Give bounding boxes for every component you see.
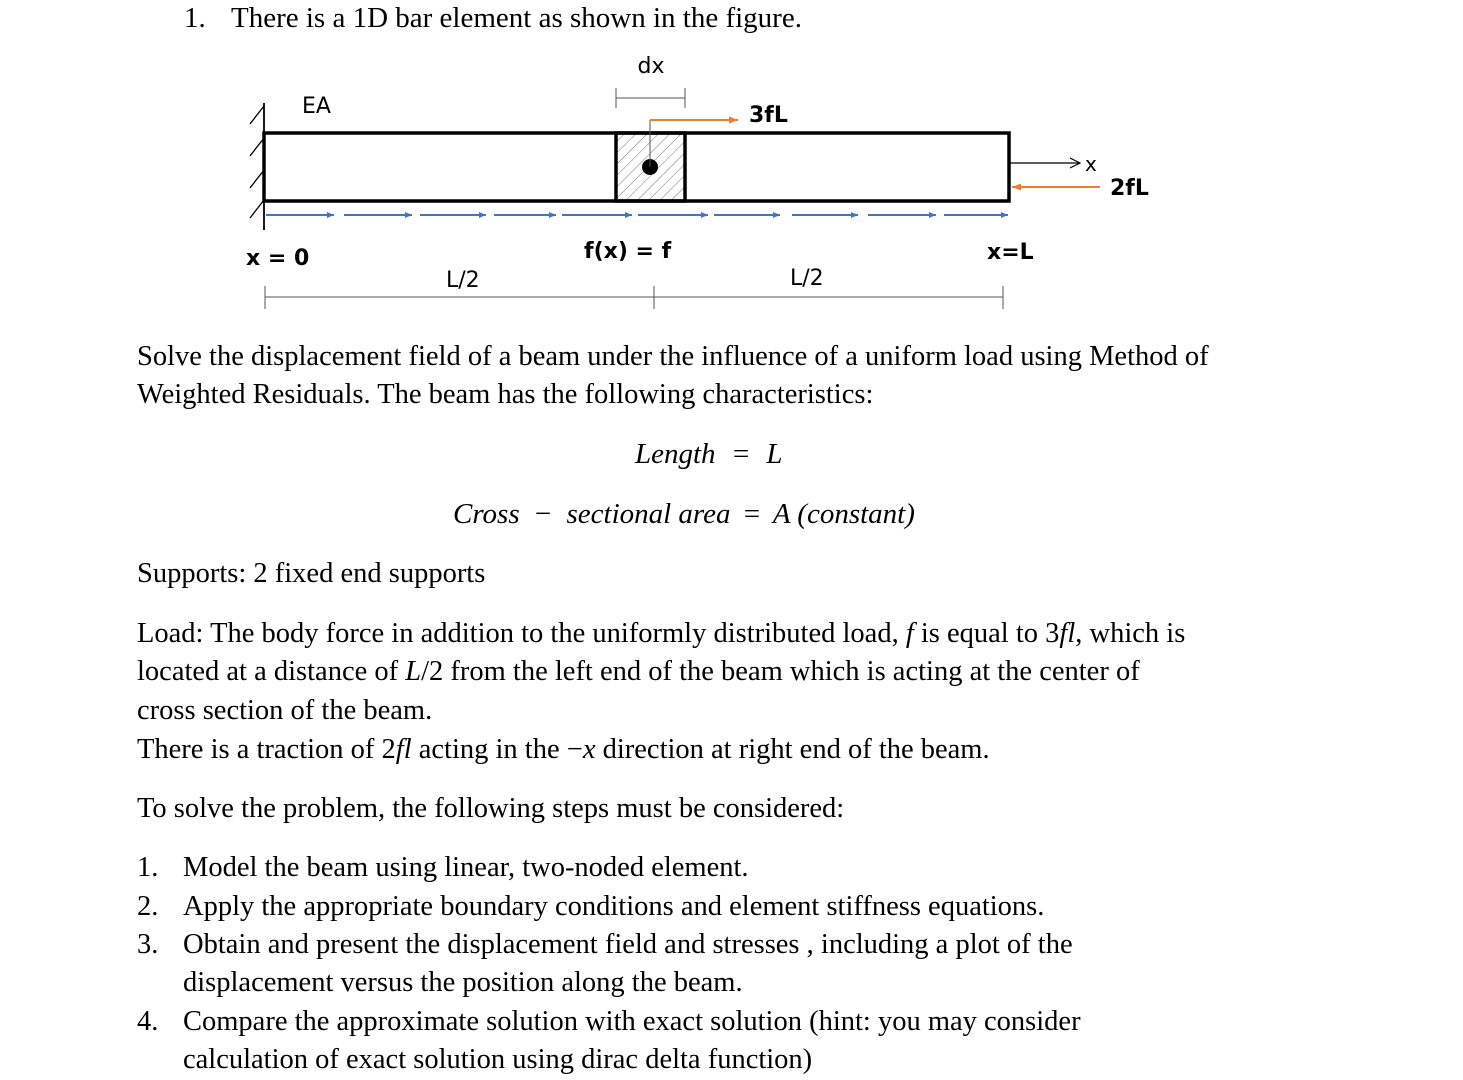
traction-math: − — [566, 734, 583, 765]
step-item — [137, 891, 1044, 923]
left-half-label: L/2 — [446, 268, 480, 293]
traction-math: x — [582, 734, 596, 765]
fixed-support — [250, 103, 264, 230]
load-math: 3 — [1045, 618, 1060, 649]
traction-text: acting in the — [411, 734, 567, 765]
step-number: 4. — [137, 1006, 159, 1037]
area-equals: = — [743, 498, 761, 530]
step-text-continued: calculation of exact solution using dirac delta function) — [183, 1044, 813, 1075]
load-math: fl — [1059, 618, 1076, 649]
step-number: 3. — [137, 929, 159, 960]
right-half-label: L/2 — [790, 266, 824, 291]
step-item — [137, 929, 1073, 961]
length-equation — [635, 438, 783, 471]
left-end-label: x = 0 — [246, 246, 310, 271]
traction-text: direction at right end of the beam. — [595, 734, 990, 765]
load-line-1 — [137, 618, 1185, 650]
traction-text: There is a traction of — [137, 734, 382, 765]
load-line-3: cross section of the beam. — [137, 695, 433, 726]
step-text: Model the beam using linear, two-noded element. — [183, 852, 749, 883]
question-number: 1. — [184, 2, 206, 34]
bar-diagram — [0, 0, 1463, 330]
area-mid: sectional area — [566, 498, 731, 530]
area-rhs: A (constant) — [772, 498, 915, 530]
area-equation — [453, 498, 915, 531]
step-number: 1. — [137, 852, 159, 883]
dx-dimension — [616, 88, 685, 108]
traction-label: 2fL — [1110, 176, 1149, 201]
traction-math: 2 — [381, 734, 396, 765]
dx-label: dx — [637, 54, 665, 79]
step-item — [137, 852, 749, 884]
load-text: located at a distance of — [137, 656, 406, 687]
length-dimension — [265, 286, 1003, 309]
supports-text: Supports: 2 fixed end supports — [137, 558, 486, 589]
load-text: is equal to — [913, 618, 1046, 649]
ea-label: EA — [302, 94, 331, 119]
intro-line-1: Solve the displacement field of a beam under the influence of a uniform load using Method of — [137, 341, 1209, 372]
intro-line-2: Weighted Residuals. The beam has the following characteristics: — [137, 379, 874, 410]
point-load-label: 3fL — [749, 103, 788, 128]
right-end-label: x=L — [987, 240, 1034, 265]
traction-line — [137, 734, 990, 766]
step-number: 2. — [137, 891, 159, 922]
load-math: f — [905, 618, 914, 649]
steps-intro: To solve the problem, the following steps must be considered: — [137, 793, 845, 824]
step-text: Compare the approximate solution with exact solution (hint: you may consider — [183, 1006, 1081, 1037]
length-equals: = — [732, 438, 750, 470]
load-text: from the left end of the beam which is acting at the center of — [443, 656, 1140, 687]
step-text: Apply the appropriate boundary conditions and element stiffness equations. — [183, 891, 1045, 922]
question-heading-text: There is a 1D bar element as shown in the figure. — [231, 2, 802, 34]
load-text: Load: The body force in addition to the uniformly distributed load, — [137, 618, 906, 649]
load-math: /2 — [421, 656, 444, 687]
load-line-2 — [137, 656, 1140, 688]
step-text: Obtain and present the displacement field and stresses , including a plot of the — [183, 929, 1073, 960]
traction-math: fl — [395, 734, 412, 765]
length-lhs: Length — [635, 438, 716, 470]
x-axis-label: x — [1085, 152, 1097, 176]
load-text: , which is — [1075, 618, 1186, 649]
length-rhs: L — [766, 438, 783, 470]
area-minus: − — [534, 498, 552, 530]
step-item — [137, 1006, 1081, 1038]
load-math: L — [405, 656, 422, 687]
area-lhs: Cross — [453, 498, 520, 530]
step-text-continued: displacement versus the position along the beam. — [183, 967, 743, 998]
distributed-load-label: f(x) = f — [584, 239, 672, 264]
